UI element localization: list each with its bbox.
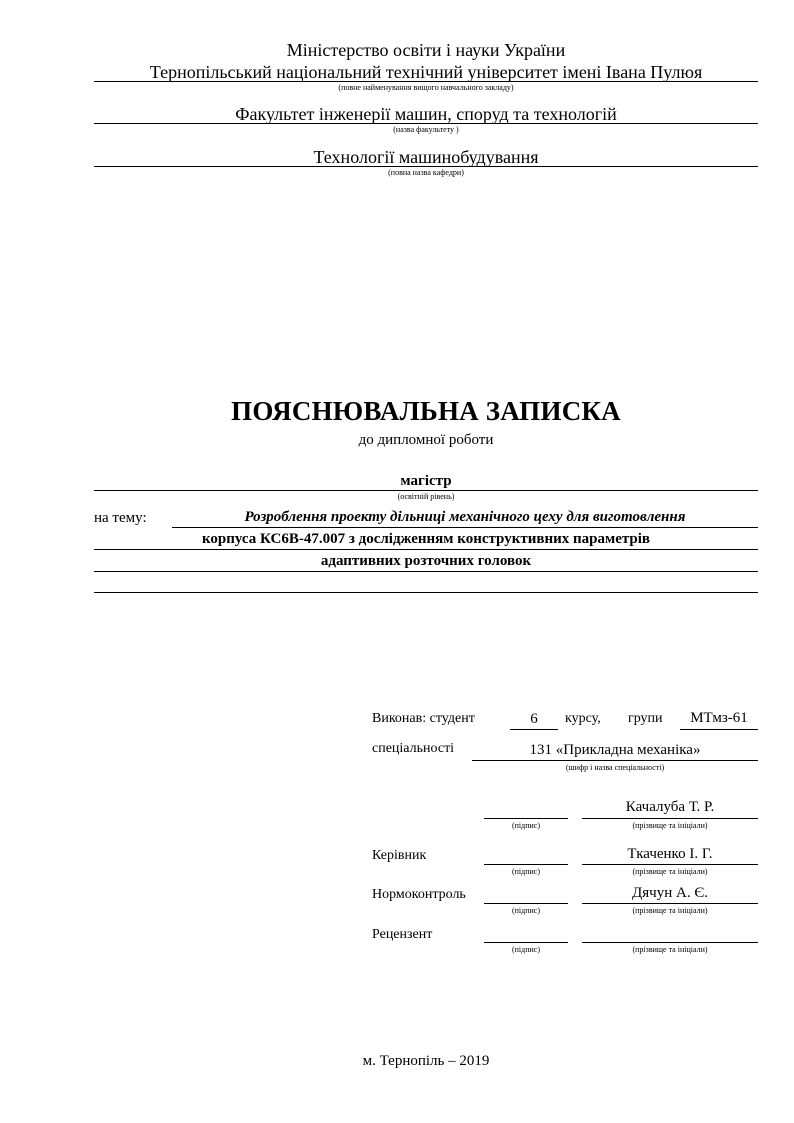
topic-underline-1 [172,527,758,528]
topic-underline-2 [94,549,758,550]
ministry-name: Міністерство освіти і науки України [286,40,566,60]
specialty-name: 131 «Прикладна механіка» [529,742,701,758]
topic-line-1: Розроблення проекту дільниці механічного цеху для виготовлення [244,509,686,525]
student-signature-line [484,818,568,819]
supervisor-label: Керівник [372,848,427,863]
education-level: магістр [400,473,452,489]
department-caption: (повна назва кафедри) [388,168,464,177]
university-name: Тернопільський національний технічний університет імені Івана Пулюя [149,62,703,82]
level-caption: (освітній рівень) [397,492,455,501]
supervisor-name-caption: (прізвище та ініціали) [632,867,708,876]
group-label: групи [628,711,663,726]
student-name-caption: (прізвище та ініціали) [632,821,708,830]
reviewer-name-caption: (прізвище та ініціали) [632,945,708,954]
document-subtitle: до дипломної роботи [358,432,494,448]
normcontrol-name: Дячун А. Є. [632,885,708,901]
reviewer-label: Рецензент [372,927,433,942]
faculty-name: Факультет інженерії машин, споруд та технологій [235,104,617,124]
student-name-line [582,818,758,819]
topic-line-2: корпуса КС6В-47.007 з дослідженням конструктивних параметрів [201,531,651,547]
topic-underline-3 [94,571,758,572]
group-name: МТмз-61 [690,710,748,726]
department-underline [94,166,758,167]
reviewer-signature-caption: (підпис) [511,945,540,954]
normcontrol-signature-line [484,903,568,904]
topic-line-3: адаптивних розточних головок [320,553,532,569]
normcontrol-name-caption: (прізвище та ініціали) [632,906,708,915]
supervisor-signature-line [484,864,568,865]
supervisor-name-line [582,864,758,865]
university-caption: (повне найменування вищого навчального закладу) [338,83,514,92]
specialty-caption: (шифр і назва спеціальності) [565,763,665,772]
topic-underline-4 [94,592,758,593]
university-underline [94,81,758,82]
specialty-label: спеціальності [372,741,455,756]
performer-label: Виконав: студент [372,711,475,726]
reviewer-signature-line [484,942,568,943]
course-number: 6 [530,711,538,727]
supervisor-signature-caption: (підпис) [511,867,540,876]
group-underline [680,729,758,730]
normcontrol-signature-caption: (підпис) [511,906,540,915]
supervisor-name: Ткаченко І. Г. [627,846,713,862]
topic-label: на тему: [94,510,147,526]
course-underline [510,729,558,730]
reviewer-name-line [582,942,758,943]
specialty-underline [472,760,758,761]
student-signature-caption: (підпис) [511,821,540,830]
normcontrol-name-line [582,903,758,904]
level-underline [94,490,758,491]
faculty-caption: (назва факультету ) [393,125,459,134]
department-name: Технології машинобудування [313,147,539,167]
document-title: ПОЯСНЮВАЛЬНА ЗАПИСКА [231,396,621,426]
course-label: курсу, [565,711,601,726]
student-name: Качалуба Т. Р. [625,799,715,815]
faculty-underline [94,123,758,124]
normcontrol-label: Нормоконтроль [372,887,466,902]
city-year: м. Тернопіль – 2019 [362,1053,490,1069]
